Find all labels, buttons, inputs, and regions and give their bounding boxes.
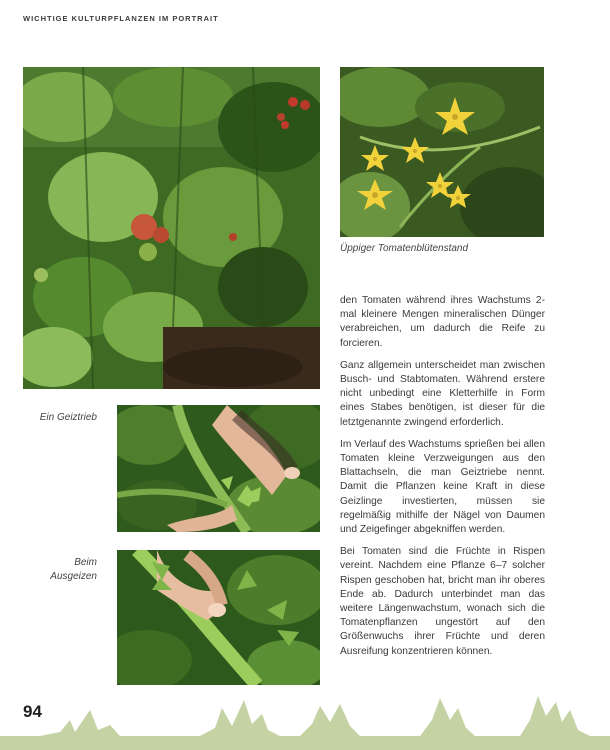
pruning-photo xyxy=(117,550,320,685)
page-number: 94 xyxy=(23,702,42,721)
tomato-plants-photo xyxy=(23,67,320,389)
flower-caption: Üppiger Tomatenblütenstand xyxy=(340,243,469,254)
paragraph: Ganz allgemein unterscheidet man zwischen Busch- und Stabtomaten. Während erstere nicht unbedingt eine Kletterhilfe in Form eines Stabes benötigen, ist dieser für die letztgenannte zwingend erforderlich. xyxy=(340,359,545,428)
pruning-caption-line1: Beim xyxy=(74,557,97,568)
running-header: WICHTIGE KULTURPFLANZEN IM PORTRAIT xyxy=(23,14,219,23)
side-shoot-photo xyxy=(117,405,320,532)
pruning-caption xyxy=(23,556,97,584)
side-shoot-caption: Ein Geiztrieb xyxy=(39,412,97,423)
tomato-flower-photo xyxy=(340,67,544,237)
paragraph: Im Verlauf des Wachstums sprießen bei allen Tomaten kleine Verzweigungen aus den Blattachseln, die man Geiztriebe nennt. Damit die Pflanzen keine Kraft in diese Geizlinge investierten, müssen sie regelmäßig mithilfe der Nägel von Daumen und Zeigefinger abgekniffen werden. xyxy=(340,438,545,536)
paragraph: Bei Tomaten sind die Früchte in Rispen vereint. Nachdem eine Pflanze 6–7 solcher Rispen geschoben hat, bricht man ihr oberes Ende ab. Dadurch unterbindet man das weitere Längenwachstum, wonach sich die Tomatenpflanzen ungestört auf den Größenwuchs ihrer Früchte und deren Ausreifung konzentrieren können. xyxy=(340,546,545,657)
paragraph: den Tomaten während ihres Wachstums 2-mal kleinere Mengen mineralischen Dünger verabreichen, um dadurch die Reife zu forcieren. xyxy=(340,295,545,349)
grass-decoration xyxy=(0,680,610,750)
pruning-caption-line2: Ausgeizen xyxy=(50,571,97,582)
body-text-column xyxy=(340,294,545,667)
